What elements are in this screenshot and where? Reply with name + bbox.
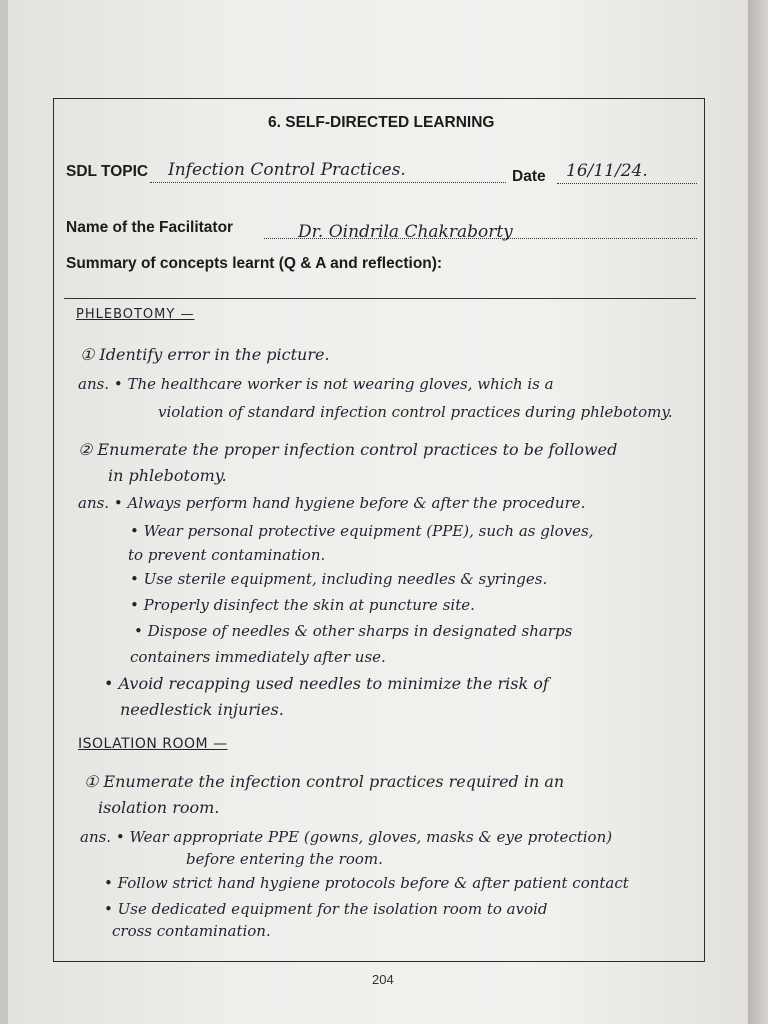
note-line: ans. • The healthcare worker is not wearing gloves, which is a <box>78 375 554 393</box>
note-line: to prevent contamination. <box>128 546 326 564</box>
note-line: • Properly disinfect the skin at puncture site. <box>130 596 475 614</box>
note-line: • Avoid recapping used needles to minimize the risk of <box>104 674 549 693</box>
sdl-topic-underline <box>150 182 506 183</box>
section-heading-phlebotomy: PHLEBOTOMY — <box>76 307 195 322</box>
sdl-topic-label: SDL TOPIC <box>66 163 149 180</box>
note-line: ① Enumerate the infection control practices required in an <box>84 772 565 791</box>
note-line: • Follow strict hand hygiene protocols before & after patient contact <box>104 874 629 892</box>
summary-rule <box>64 298 696 299</box>
note-line: needlestick injuries. <box>120 700 284 719</box>
note-line: • Wear personal protective equipment (PPE), such as gloves, <box>130 522 594 540</box>
section-heading-isolation-room: ISOLATION ROOM — <box>78 736 228 752</box>
page-edge <box>748 0 768 1024</box>
note-line: • Dispose of needles & other sharps in designated sharps <box>134 622 573 640</box>
page-number: 204 <box>372 972 394 987</box>
page-title: 6. SELF-DIRECTED LEARNING <box>268 114 495 131</box>
summary-label: Summary of concepts learnt (Q & A and reflection): <box>66 255 443 272</box>
note-line: violation of standard infection control practices during phlebotomy. <box>158 403 673 421</box>
facilitator-value: Dr. Oindrila Chakraborty <box>298 222 513 242</box>
note-line: before entering the room. <box>186 850 383 868</box>
note-line: ans. • Wear appropriate PPE (gowns, gloves, masks & eye protection) <box>80 828 613 846</box>
note-line: in phlebotomy. <box>108 466 227 485</box>
note-line: containers immediately after use. <box>130 648 386 666</box>
sdl-topic-value: Infection Control Practices. <box>168 160 406 180</box>
note-line: • Use sterile equipment, including needles & syringes. <box>130 570 548 588</box>
note-line: cross contamination. <box>112 922 271 940</box>
facilitator-label: Name of the Facilitator <box>66 219 234 236</box>
note-line: ② Enumerate the proper infection control practices to be followed <box>78 440 618 459</box>
date-label: Date <box>512 168 546 185</box>
date-value: 16/11/24. <box>566 161 648 181</box>
note-line: isolation room. <box>98 798 220 817</box>
note-line: ① Identify error in the picture. <box>80 345 330 364</box>
note-line: • Use dedicated equipment for the isolation room to avoid <box>104 900 548 918</box>
note-line: ans. • Always perform hand hygiene before & after the procedure. <box>78 494 586 512</box>
date-underline <box>557 183 697 184</box>
